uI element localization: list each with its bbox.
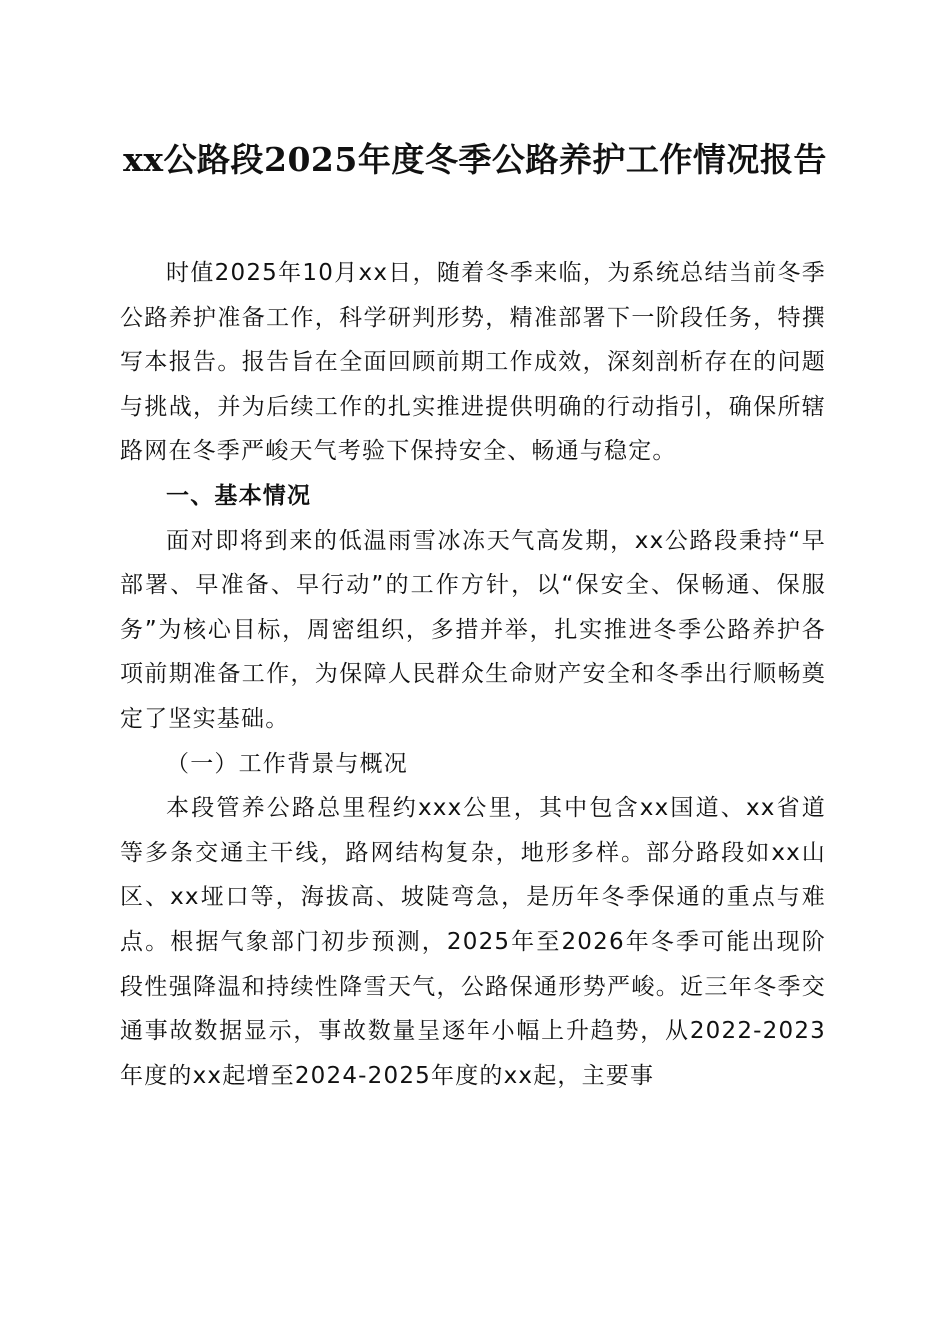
intro-paragraph: 时值2025年10月xx日，随着冬季来临，为系统总结当前冬季公路养护准备工作，科学研判形势，精准部署下一阶段任务，特撰写本报告。报告旨在全面回顾前期工作成效，深刻剖析存在的问题与挑战，并为后续工作的扎实推进提供明确的行动指引，确保所辖路网在冬季严峻天气考验下保持安全、畅通与稳定。 bbox=[120, 260, 826, 465]
document-body bbox=[120, 251, 826, 1098]
section-heading-basic-situation: 一、基本情况 bbox=[166, 482, 312, 509]
subsection-background-paragraph: 本段管养公路总里程约xxx公里，其中包含xx国道、xx省道等多条交通主干线，路网结构复杂，地形多样。部分路段如xx山区、xx垭口等，海拔高、坡陡弯急，是历年冬季保通的重点与难点。根据气象部门初步预测，2025年至2026年冬季可能出现阶段性强降温和持续性降雪天气，公路保通形势严峻。近三年冬季交通事故数据显示，事故数量呈逐年小幅上升趋势，从2022-2023年度的xx起增至2024-2025年度的xx起，主要事 bbox=[120, 795, 826, 1089]
section-basic-situation-paragraph: 面对即将到来的低温雨雪冰冻天气高发期，xx公路段秉持“早部署、早准备、早行动”的工作方针，以“保安全、保畅通、保服务”为核心目标，周密组织，多措并举，扎实推进冬季公路养护各项前期准备工作，为保障人民群众生命财产安全和冬季出行顺畅奠定了坚实基础。 bbox=[120, 527, 826, 732]
document-title: xx公路段2025年度冬季公路养护工作情况报告 bbox=[123, 140, 827, 179]
subsection-heading-background: （一）工作背景与概况 bbox=[166, 750, 408, 777]
